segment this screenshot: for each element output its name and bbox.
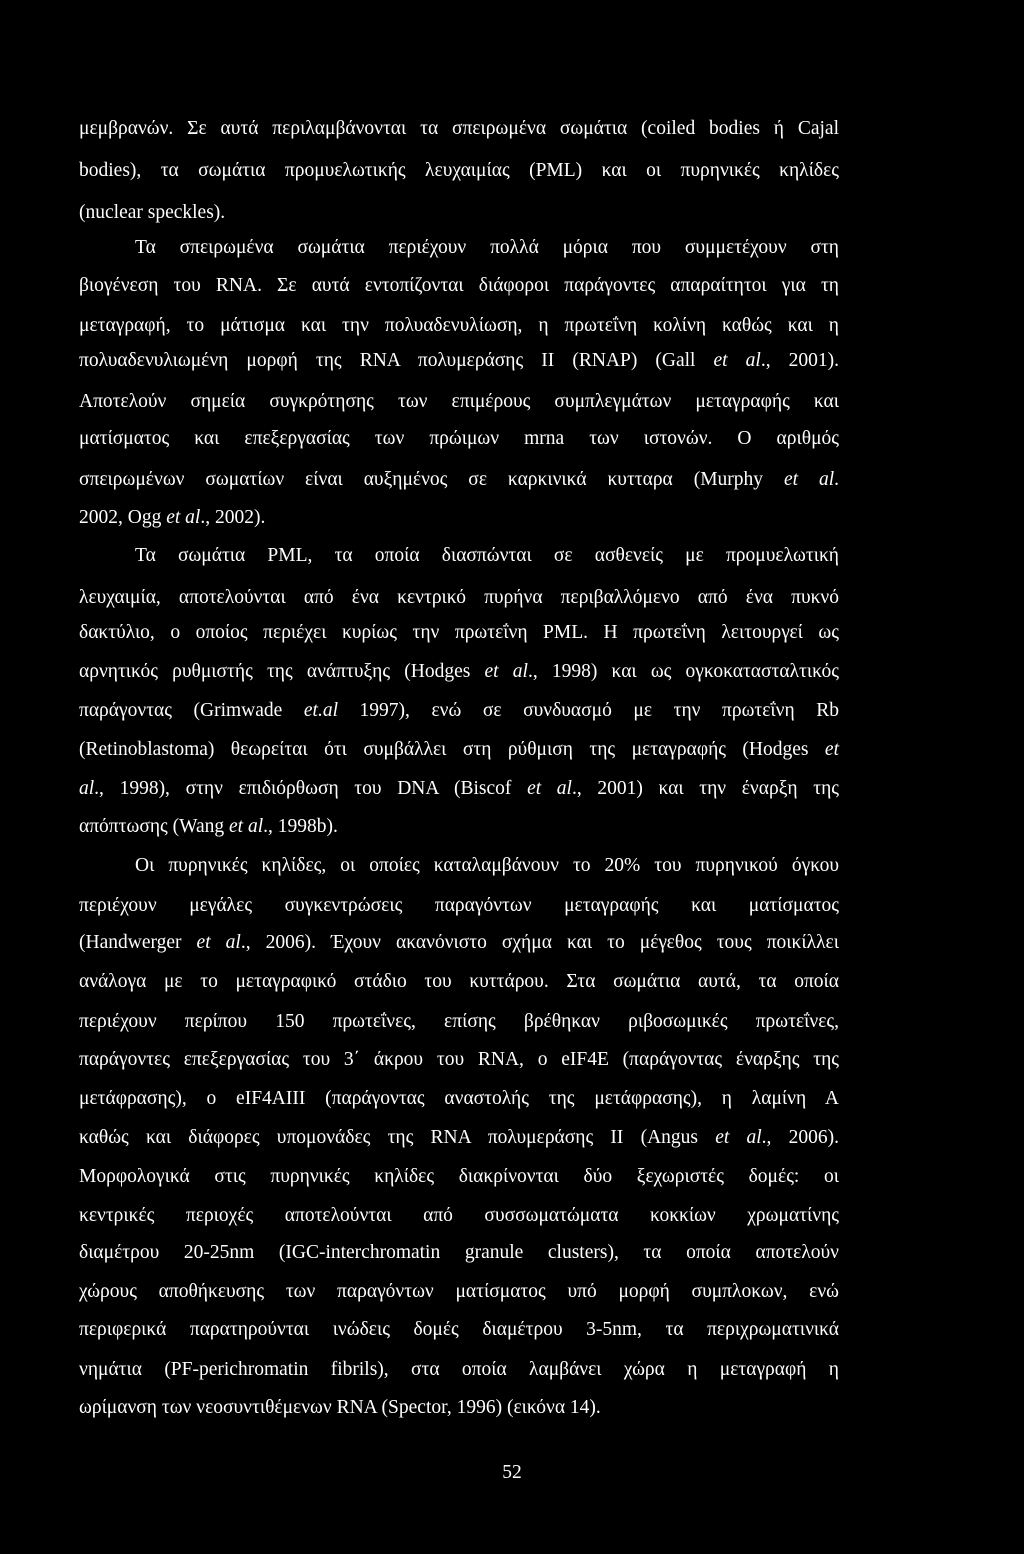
text-segment-italic: et.al (303, 700, 338, 721)
text-segment: περιφερικά παρατηρούνται ινώδεις δομές διαμέτρου 3-5nm, τα περιχρωματινικά (79, 1319, 839, 1340)
text-line (79, 314, 839, 338)
text-line (79, 1241, 839, 1265)
page-number: 52 (502, 1462, 522, 1483)
text-segment: παράγοντες επεξεργασίας του 3΄ άκρου του RNA, ο eIF4E (παράγοντας έναρξης της (79, 1049, 839, 1070)
text-segment: Τα σπειρωμένα σωμάτια περιέχουν πολλά μόρια που συμμετέχουν στη (135, 237, 839, 258)
text-segment: μεμβρανών. Σε αυτά περιλαμβάνονται τα σπειρωμένα σωμάτια (coiled bodies ή Cajal (79, 118, 839, 139)
text-segment: ., 2006). (761, 1127, 839, 1148)
text-line (79, 586, 839, 610)
text-segment: περιέχουν περίπου 150 πρωτεΐνες, επίσης βρέθηκαν ριβοσωμικές πρωτεΐνες, (79, 1011, 839, 1032)
text-segment-italic: et al (715, 1127, 762, 1148)
text-line (79, 699, 839, 723)
text-segment: ., 2002). (200, 507, 266, 528)
text-line (79, 660, 839, 684)
text-line (79, 894, 839, 918)
text-segment: . (834, 469, 839, 490)
paragraph-start-line (135, 544, 839, 568)
text-line (79, 1010, 839, 1034)
text-segment: μεταγραφή, το μάτισμα και την πολυαδενυλίωση, η πρωτεΐνη κολίνη καθώς και η (79, 315, 839, 336)
text-segment: μετάφρασης), ο eIF4AIII (παράγοντας αναστολής της μετάφρασης), η λαμίνη Α (79, 1088, 839, 1109)
paragraph-start-line (135, 236, 839, 260)
paragraph-start-line (135, 854, 839, 878)
text-segment-italic: et al (229, 816, 264, 837)
text-line (79, 201, 839, 225)
text-line (79, 1048, 839, 1072)
text-line (79, 1204, 839, 1228)
text-line (79, 1396, 839, 1420)
text-line (79, 117, 839, 141)
text-line (79, 159, 839, 183)
text-segment: (Handwerger (79, 932, 197, 953)
text-segment: νημάτια (PF-perichromatin fibrils), στα οποία λαμβάνει χώρα η μεταγραφή η (79, 1359, 839, 1380)
text-segment: bodies), τα σωμάτια προμυελωτικής λευχαιμίας (PML) και οι πυρηνικές κηλίδες (79, 160, 839, 181)
text-line (79, 777, 839, 801)
text-segment: ανάλογα με το μεταγραφικό στάδιο του κυττάρου. Στα σωμάτια αυτά, τα οποία (79, 971, 839, 992)
text-segment: σπειρωμένων σωματίων είναι αυξημένος σε καρκινικά κυτταρα (Murphy (79, 469, 784, 490)
text-line (79, 1280, 839, 1304)
text-segment: παράγοντας (Grimwade (79, 700, 304, 721)
text-segment: ., 2006). Έχουν ακανόνιστο σχήμα και το μέγεθος τους ποικίλλει (240, 932, 839, 953)
text-line (79, 738, 839, 762)
text-segment: Μορφολογικά στις πυρηνικές κηλίδες διακρίνονται δύο ξεχωριστές δομές: οι (79, 1166, 839, 1187)
text-segment: απόπτωσης (Wang (79, 816, 230, 837)
text-segment: αρνητικός ρυθμιστής της ανάπτυξης (Hodges (79, 661, 485, 682)
text-segment: ., 1998), στην επιδιόρθωση του DNA (Biscof (94, 778, 528, 799)
text-segment: 1997), ενώ σε συνδυασμό με την πρωτεΐνη Rb (338, 700, 840, 721)
text-line (79, 390, 839, 414)
text-segment: Αποτελούν σημεία συγκρότησης των επιμέρους συμπλεγμάτων μεταγραφής και (79, 391, 839, 412)
text-line (79, 349, 839, 373)
text-line (79, 427, 839, 451)
text-segment: βιογένεση του RNA. Σε αυτά εντοπίζονται διάφοροι παράγοντες απαραίτητοι για τη (79, 275, 839, 296)
text-segment: λευχαιμία, αποτελούνται από ένα κεντρικό πυρήνα περιβαλλόμενο από ένα πυκνό (79, 587, 839, 608)
text-line (79, 815, 839, 839)
text-segment: ωρίμανση των νεοσυντιθέμενων RNA (Spector, 1996) (εικόνα 14). (79, 1397, 601, 1418)
text-line (79, 931, 839, 955)
text-line (79, 1126, 839, 1150)
text-segment: περιέχουν μεγάλες συγκεντρώσεις παραγόντων μεταγραφής και ματίσματος (79, 895, 839, 916)
text-line (79, 1165, 839, 1189)
text-line (79, 468, 839, 492)
text-segment: ., 1998b). (263, 816, 338, 837)
text-line (79, 1358, 839, 1382)
text-segment: ., 2001) και την έναρξη της (571, 778, 839, 799)
text-line (79, 274, 839, 298)
text-line (79, 1318, 839, 1342)
text-segment: δακτύλιο, ο οποίος περιέχει κυρίως την πρωτεΐνη PML. Η πρωτεΐνη λειτουργεί ως (79, 622, 839, 643)
text-segment-italic: et al (166, 507, 201, 528)
text-segment-italic: et al (196, 932, 241, 953)
text-line (79, 970, 839, 994)
text-segment: ., 2001). (760, 350, 840, 371)
text-segment-italic: et (824, 739, 839, 760)
text-segment: 2002, Ogg (79, 507, 167, 528)
text-segment-italic: al (79, 778, 95, 799)
text-line (79, 621, 839, 645)
text-segment: κεντρικές περιοχές αποτελούνται από συσσωματώματα κοκκίων χρωματίνης (79, 1205, 839, 1226)
text-line (79, 506, 839, 530)
text-segment: (nuclear speckles). (79, 202, 226, 223)
text-line (79, 1087, 839, 1111)
text-segment-italic: et al (527, 778, 572, 799)
text-segment: ματίσματος και επεξεργασίας των πρώιμων mrna των ιστονών. Ο αριθμός (79, 428, 839, 449)
text-segment-italic: et al (783, 469, 835, 490)
text-segment-italic: et al (484, 661, 528, 682)
text-segment-italic: et al (713, 350, 761, 371)
text-segment: καθώς και διάφορες υπομονάδες της RNA πολυμεράσης II (Angus (79, 1127, 716, 1148)
text-segment: διαμέτρου 20-25nm (IGC-interchromatin granule clusters), τα οποία αποτελούν (79, 1242, 839, 1263)
text-segment: χώρους αποθήκευσης των παραγόντων ματίσματος υπό μορφή συμπλοκων, ενώ (79, 1281, 839, 1302)
text-segment: Τα σωμάτια PML, τα οποία διασπώνται σε ασθενείς με προμυελωτική (135, 545, 839, 566)
text-segment: (Retinoblastoma) θεωρείται ότι συμβάλλει στη ρύθμιση της μεταγραφής (Hodges (79, 739, 825, 760)
text-segment: ., 1998) και ως ογκοκατασταλτικός (527, 661, 839, 682)
text-segment: Οι πυρηνικές κηλίδες, οι οποίες καταλαμβάνουν το 20% του πυρηνικού όγκου (135, 855, 839, 876)
text-segment: πολυαδενυλιωμένη μορφή της RNA πολυμεράσης II (RNAP) (Gall (79, 350, 714, 371)
